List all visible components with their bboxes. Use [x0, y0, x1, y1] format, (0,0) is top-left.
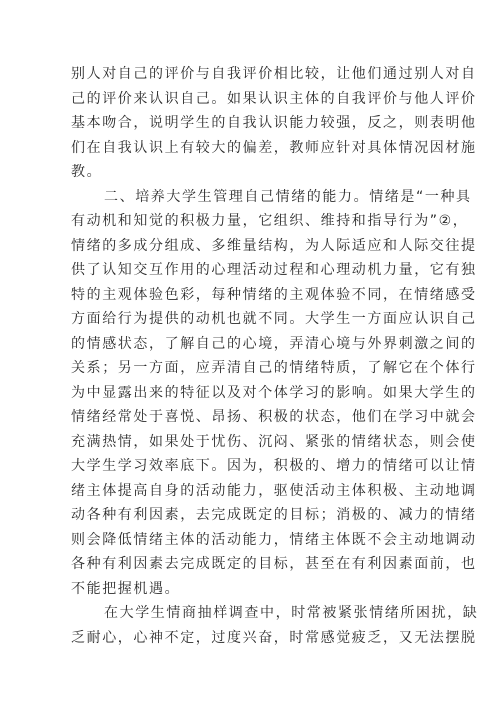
text-line: 特的主观体验色彩，每种情绪的主观体验不同，在情绪感受	[71, 287, 477, 303]
text-line: 己的评价来认识自己。如果认识主体的自我评价与他人评价	[71, 91, 477, 107]
text-line: 动各种有利因素，去完成既定的目标；消极的、减力的情绪	[71, 507, 477, 523]
text-line: 的情感状态，了解自己的心境，弄清心境与外界刺激之间的	[71, 336, 477, 352]
text-line: 在大学生情商抽样调查中，时常被紧张情绪所困扰，缺	[104, 605, 479, 621]
text-line: 不能把握机遇。	[71, 581, 181, 597]
text-line: 充满热情，如果处于忧伤、沉闷、紧张的情绪状态，则会使	[71, 434, 477, 450]
text-line: 方面给行为提供的动机也就不同。大学生一方面应认识自己	[71, 311, 477, 327]
text-line: 乏耐心，心神不定，过度兴奋，时常感觉疲乏，又无法摆脱	[71, 630, 477, 646]
text-line: 为中显露出来的特征以及对个体学习的影响。如果大学生的	[71, 385, 477, 401]
text-line: 有动机和知觉的积极力量，它组织、维持和指导行为”②，	[71, 213, 469, 229]
text-line: 供了认知交互作用的心理活动过程和心理动机力量，它有独	[71, 262, 477, 278]
text-line: 情绪经常处于喜悦、昂扬、积极的状态，他们在学习中就会	[71, 409, 477, 425]
text-line: 绪主体提高自身的活动能力，驱使活动主体积极、主动地调	[71, 483, 477, 499]
text-line: 别人对自己的评价与自我评价相比较，让他们通过别人对自	[71, 66, 477, 82]
text-line: 二、培养大学生管理自己情绪的能力。情绪是“一种具	[104, 189, 472, 205]
text-line: 各种有利因素去完成既定的目标，甚至在有利因素面前，也	[71, 556, 477, 572]
text-line: 教。	[71, 164, 103, 180]
text-line: 们在自我认识上有较大的偏差，教师应针对具体情况因材施	[71, 140, 477, 156]
text-line: 则会降低情绪主体的活动能力，情绪主体既不会主动地调动	[71, 532, 477, 548]
text-line: 情绪的多成分组成、多维量结构，为人际适应和人际交往提	[71, 238, 477, 254]
text-line: 大学生学习效率底下。因为，积极的、增力的情绪可以让情	[71, 458, 477, 474]
text-line: 基本吻合，说明学生的自我认识能力较强，反之，则表明他	[71, 115, 477, 131]
text-line: 关系；另一方面，应弄清自己的情绪特质，了解它在个体行	[71, 360, 477, 376]
